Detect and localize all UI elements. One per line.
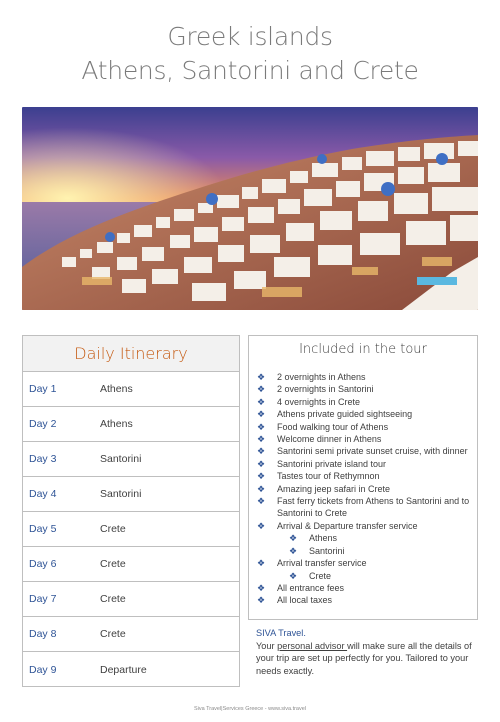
page-footer: Siva Travel|Services Greece - www.siva.travel (193, 706, 307, 712)
diamond-bullet-icon: ❖ (257, 520, 266, 531)
diamond-bullet-icon: ❖ (257, 471, 266, 482)
diamond-bullet-icon: ❖ (289, 570, 298, 581)
itinerary-day: Day 5 (29, 523, 57, 535)
personal-advisor-link[interactable]: personal advisor (277, 640, 348, 651)
itinerary-row (23, 372, 239, 407)
included-item (257, 557, 471, 569)
included-item (257, 520, 471, 532)
itinerary-day: Day 4 (29, 488, 57, 500)
diamond-bullet-icon: ❖ (257, 595, 266, 606)
itinerary-place: Santorini (100, 453, 142, 465)
included-item-text: Athens (309, 533, 338, 544)
included-item-text: Fast ferry tickets from Athens to Santorini and to Santorini to Crete (277, 496, 470, 519)
diamond-bullet-icon: ❖ (289, 545, 298, 556)
included-list (249, 371, 477, 607)
itinerary-row (23, 652, 239, 687)
diamond-bullet-icon: ❖ (257, 458, 266, 469)
diamond-bullet-icon: ❖ (257, 409, 266, 420)
itinerary-day: Day 8 (29, 628, 57, 640)
included-item (257, 470, 471, 482)
itinerary-place: Athens (100, 418, 133, 430)
advisor-text-prefix: Your (256, 640, 278, 651)
itinerary-row (23, 442, 239, 477)
included-item (257, 408, 471, 420)
diamond-bullet-icon: ❖ (257, 558, 266, 569)
itinerary-day: Day 9 (29, 663, 57, 676)
included-heading: Included in the tour (299, 342, 427, 357)
itinerary-day: Day 3 (29, 453, 57, 465)
page-title (0, 20, 500, 88)
included-item-text: Crete (309, 570, 332, 581)
itinerary-row (23, 512, 239, 547)
included-item-text: Arrival & Departure transfer service (277, 520, 418, 531)
included-item-text: Food walking tour of Athens (277, 421, 389, 432)
itinerary-row (23, 547, 239, 582)
included-item (257, 532, 471, 544)
included-item (257, 371, 471, 383)
diamond-bullet-icon: ❖ (289, 533, 298, 544)
santorini-photo (22, 107, 478, 310)
diamond-bullet-icon: ❖ (257, 496, 266, 507)
itinerary-row (23, 582, 239, 617)
included-item-text: All entrance fees (277, 582, 345, 593)
itinerary-place: Crete (100, 593, 126, 605)
itinerary-day: Day 7 (29, 593, 57, 605)
included-item (257, 594, 471, 606)
included-item-text: 4 overnights in Crete (277, 396, 361, 407)
included-item (257, 396, 471, 408)
itinerary-day: Day 2 (29, 418, 57, 430)
daily-itinerary-table (22, 335, 240, 687)
itinerary-place: Crete (100, 558, 126, 570)
included-item-text: Santorini semi private sunset cruise, with dinner (277, 446, 468, 457)
itinerary-day: Day 6 (29, 558, 57, 570)
included-in-tour-box (248, 335, 478, 620)
included-item-text: Welcome dinner in Athens (277, 434, 382, 445)
included-item (257, 545, 471, 557)
included-item (257, 383, 471, 395)
diamond-bullet-icon: ❖ (257, 384, 266, 395)
itinerary-place: Santorini (100, 488, 142, 500)
advisor-text-rest: will make sure all the details of your trip are set up perfectly for you. Tailored to your needs exactly. (256, 640, 472, 676)
itinerary-place: Athens (100, 383, 133, 395)
included-item-text: Tastes tour of Rethymnon (277, 471, 380, 482)
included-item (257, 495, 471, 520)
itinerary-row (23, 407, 239, 442)
diamond-bullet-icon: ❖ (257, 372, 266, 382)
included-item-text: Amazing jeep safari in Crete (277, 483, 391, 494)
diamond-bullet-icon: ❖ (257, 582, 266, 593)
included-item (257, 445, 471, 457)
included-item (257, 582, 471, 594)
diamond-bullet-icon: ❖ (257, 483, 266, 494)
title-line-2: Athens, Santorini and Crete (81, 56, 419, 85)
diamond-bullet-icon: ❖ (257, 421, 266, 432)
itinerary-day: Day 1 (29, 383, 57, 395)
included-item-text: Santorini (309, 545, 345, 556)
santorini-photo-illustration (22, 107, 478, 310)
included-item (257, 570, 471, 582)
itinerary-row (23, 477, 239, 512)
included-item-text: Santorini private island tour (277, 458, 387, 469)
included-item-text: All local taxes (277, 595, 333, 606)
diamond-bullet-icon: ❖ (257, 434, 266, 445)
included-item-text: 2 overnights in Santorini (277, 384, 374, 395)
brand-name: SIVA Travel. (256, 628, 306, 638)
itinerary-place: Crete (100, 628, 126, 640)
included-item (257, 483, 471, 495)
included-item-text: Arrival transfer service (277, 558, 367, 569)
itinerary-heading: Daily Itinerary (23, 336, 239, 372)
diamond-bullet-icon: ❖ (257, 446, 266, 457)
diamond-bullet-icon: ❖ (257, 396, 266, 407)
itinerary-row (23, 617, 239, 652)
itinerary-place: Crete (100, 523, 126, 535)
included-item-text: Athens private guided sightseeing (277, 409, 413, 420)
included-item (257, 433, 471, 445)
included-item (257, 421, 471, 433)
included-item-text: 2 overnights in Athens (277, 372, 366, 382)
included-item (257, 458, 471, 470)
itinerary-place: Departure (100, 663, 147, 676)
title-line-1: Greek islands (167, 22, 333, 51)
advisor-note (256, 627, 478, 677)
